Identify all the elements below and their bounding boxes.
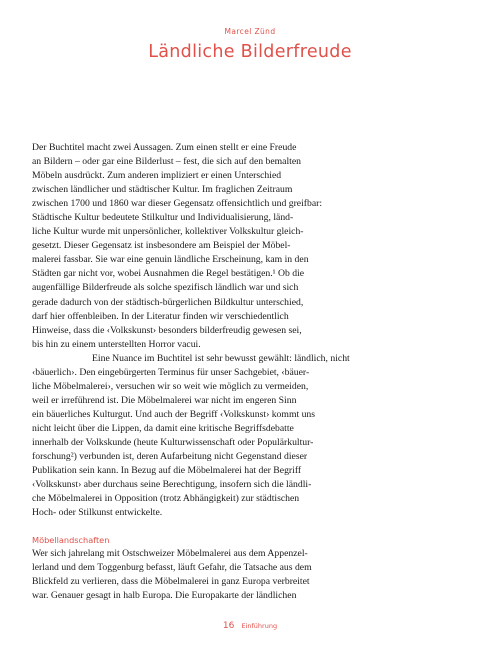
- section-heading: Möbellandschaften: [32, 535, 110, 546]
- section-moebellandschaften: [32, 533, 492, 603]
- author-name: Marcel Zünd: [224, 27, 276, 36]
- page-number: 16: [222, 621, 235, 631]
- text-line: ‹Volkskunst› aber durchaus seine Berechtigung, insofern sich die ländli-: [32, 479, 312, 491]
- text-line: an Bildern – oder gar eine Bilderlust – fest, die sich auf den bemalten: [32, 156, 302, 168]
- section-gap: [32, 520, 492, 533]
- paragraph-2: [32, 352, 492, 521]
- text-line: Städtische Kultur bedeutete Stilkultur und Individualisierung, länd-: [32, 212, 294, 224]
- text-line: Städten gar nicht vor, wobei Ausnahmen die Regel bestätigen.¹ Ob die: [32, 268, 305, 280]
- text-line: weil er irreführend ist. Die Möbelmalerei war nicht im engeren Sinn: [32, 394, 297, 406]
- chapter-label: Einführung: [241, 622, 278, 630]
- text-line: gerade dadurch von der städtisch-bürgerlichen Bildkultur unterschied,: [32, 296, 304, 308]
- text-line: liche Kultur wurde mit unpersönlicher, kollektiver Volkskultur gleich-: [32, 226, 304, 238]
- text-line: lerland und dem Toggenburg befasst, läuft Gefahr, die Tatsache aus dem: [32, 562, 312, 574]
- text-line: che Möbelmalerei in Opposition (trotz Abhängigkeit) zur städtischen: [32, 493, 300, 505]
- text-line: Der Buchtitel macht zwei Aussagen. Zum einen stellt er eine Freude: [32, 142, 297, 153]
- text-line: Möbeln ausdrückt. Zum anderen impliziert er einen Unterschied: [32, 170, 282, 182]
- text-line: Hoch- oder Stilkunst entwickelte.: [32, 507, 163, 519]
- text-line: ‹bäuerlich›. Den eingebürgerten Terminus für unser Sachgebiet, ‹bäuer-: [32, 366, 310, 378]
- chapter-title: Ländliche Bilderfreude: [148, 42, 352, 62]
- text-line: darf hier offenbleiben. In der Literatur finden wir verschiedentlich: [32, 310, 289, 322]
- text-line: Blickfeld zu verlieren, dass die Möbelmalerei in ganz Europa verbreitet: [32, 576, 310, 588]
- text-line: Hinweise, dass die ‹Volkskunst› besonders bilderfreudig gewesen sei,: [32, 324, 302, 336]
- text-line: zwischen ländlicher und städtischer Kultur. Im fraglichen Zeitraum: [32, 184, 293, 196]
- text-line: ein bäuerliches Kulturgut. Und auch der Begriff ‹Volkskunst› kommt uns: [32, 408, 316, 420]
- text-line: liche Möbelmalerei›, versuchen wir so weit wie möglich zu vermeiden,: [32, 380, 309, 392]
- text-line: zwischen 1700 und 1860 war dieser Gegensatz offensichtlich und greifbar:: [32, 198, 323, 210]
- text-line: malerei fassbar. Sie war eine genuin ländliche Erscheinung, kam in den: [32, 254, 309, 266]
- text-line: war. Genauer gesagt in halb Europa. Die Europakarte der ländlichen: [32, 590, 297, 602]
- page-footer: [0, 613, 500, 632]
- text-line: Wer sich jahrelang mit Ostschweizer Möbelmalerei aus dem Appenzel-: [32, 548, 308, 560]
- text-line: forschung²) verbunden ist, deren Aufarbeitung nicht Gegenstand dieser: [32, 451, 308, 463]
- text-line: innerhalb der Volkskunde (heute Kulturwissenschaft oder Populärkultur-: [32, 436, 314, 448]
- paragraph-1: [32, 141, 492, 352]
- text-line: nicht leicht über die Lippen, da damit eine kritische Begriffsdebatte: [32, 422, 294, 434]
- text-line: Eine Nuance im Buchtitel ist sehr bewusst gewählt: ländlich, nicht: [92, 352, 350, 364]
- text-line: gesetzt. Dieser Gegensatz ist insbesondere am Beispiel der Möbel-: [32, 240, 291, 252]
- text-line: Publikation sein kann. In Bezug auf die Möbelmalerei hat der Begriff: [32, 465, 302, 477]
- text-line: bis hin zu einem unterstellten Horror vacui.: [32, 338, 201, 350]
- text-line: augenfällige Bilderfreude als solche spezifisch ländlich war und sich: [32, 282, 299, 294]
- body-text: [32, 141, 492, 604]
